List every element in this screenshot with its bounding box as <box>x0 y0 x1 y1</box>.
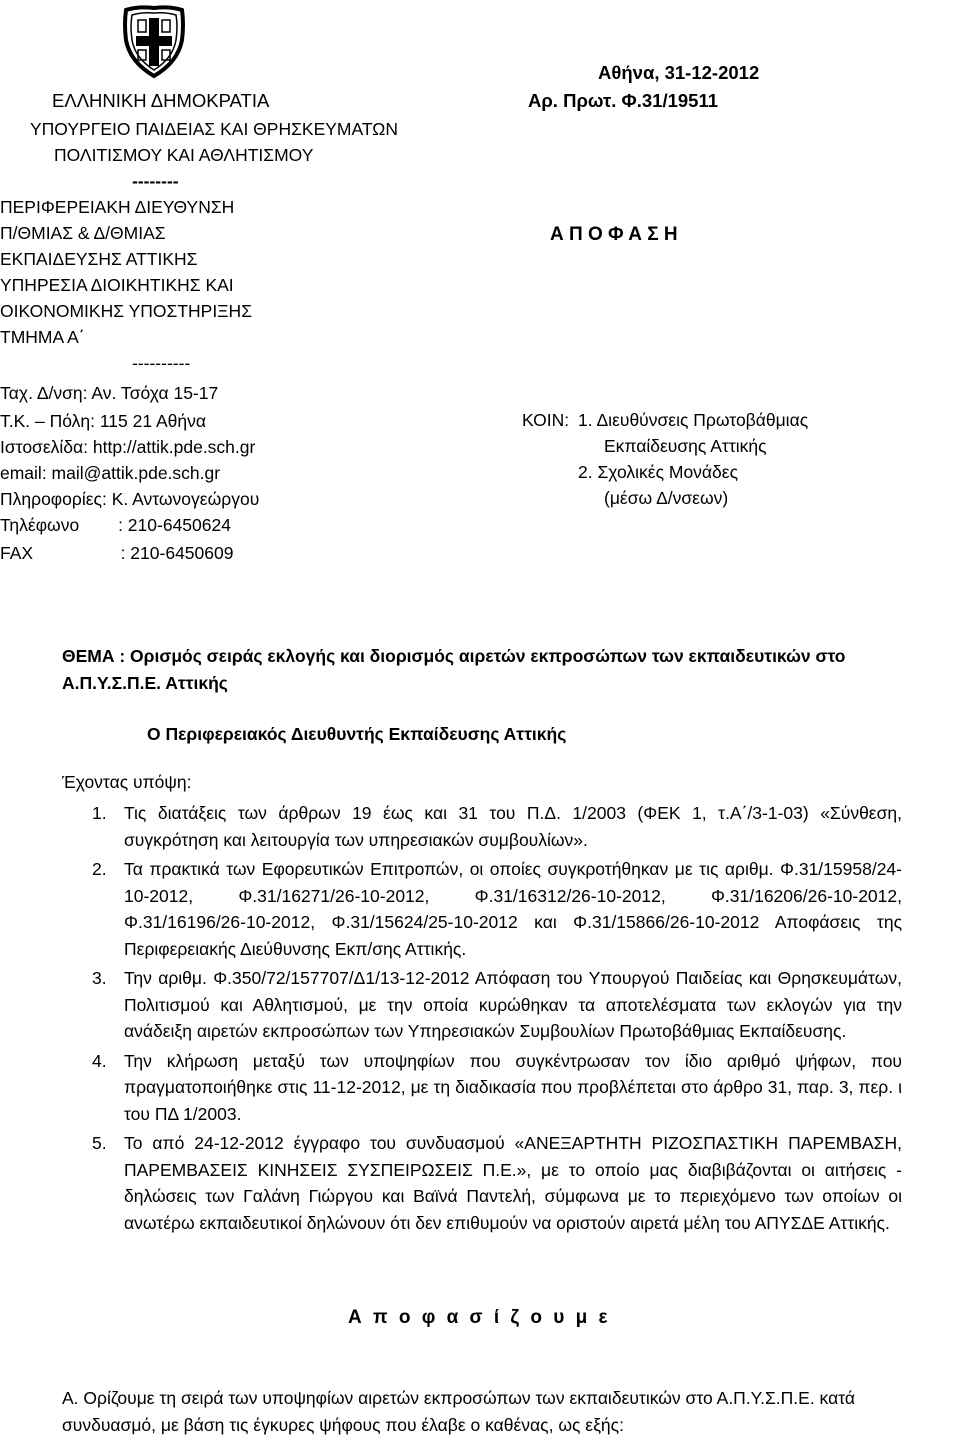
list-item <box>62 856 902 962</box>
list-item-text: Την κλήρωση μεταξύ των υποψηφίων που συγκέντρωσαν τον ίδιο αριθμό ψήφων, που πραγματοποιήθηκε στις 11-12-2012, με τη διαδικασία που προβλέπεται στο άρθρο 31, παρ. 3, περ. ι του ΠΔ 1/2003. <box>124 1050 902 1124</box>
decision-text: Α. Ορίζουμε τη σειρά των υποψηφίων αιρετών εκπροσώπων των εκπαιδευτικών στο Α.Π.Υ.Σ.Π.Ε. κατά συνδυασμό, με βάση τις έγκυρες ψήφους που έλαβε ο καθένας, ως εξής: <box>62 1388 855 1435</box>
fax: FAX : 210-6450609 <box>0 543 234 563</box>
country-name: ΕΛΛΗΝΙΚΗ ΔΗΜΟΚΡΑΤΙΑ <box>52 90 270 111</box>
list-item-text: Το από 24-12-2012 έγγραφο του συνδυασμού «ΑΝΕΞΑΡΤΗΤΗ ΡΙΖΟΣΠΑΣΤΙΚΗ ΠΑΡΕΜΒΑΣΗ, ΠΑΡΕΜΒΑΣΕΙΣ ΚΙΝΗΣΕΙΣ ΣΥΣΠΕΙΡΩΣΕΙΣ Π.Ε.», με το οποίο μας διαβιβάζονται οι αιτήσεις - δηλώσεις των Γαλάνη Γιώργου και Βαϊνά Παντελή, σύμφωνα με το περιεχόμενο των οποίων οι ανωτέρω εκπαιδευτικοί δηλώνουν ότι δεν επιθυμούν να οριστούν αιρετά μέλη του ΑΠΥΣΔΕ Αττικής. <box>124 1133 902 1233</box>
list-item <box>62 1130 902 1236</box>
postal-code-city: Τ.Κ. – Πόλη: 115 21 Αθήνα <box>0 411 206 431</box>
postal-address: Ταχ. Δ/νση: Αν. Τσόχα 15-17 <box>0 383 219 403</box>
list-item-number: 3. <box>92 968 107 988</box>
recipient-1: 1. Διευθύνσεις Πρωτοβάθμιας <box>578 410 809 430</box>
recipient-2: 2. Σχολικές Μονάδες <box>578 462 739 482</box>
list-item <box>62 965 902 1045</box>
recipient-2-cont: (μέσω Δ/νσεων) <box>604 488 729 508</box>
department-name: ΤΜΗΜΑ Α΄ <box>0 327 85 347</box>
list-item-number: 5. <box>92 1133 107 1153</box>
directorate-level: Π/ΘΜΙΑΣ & Δ/ΘΜΙΑΣ <box>0 223 166 243</box>
separator: -------- <box>132 171 179 191</box>
document-date: Αθήνα, 31-12-2012 <box>598 62 760 83</box>
website: Ιστοσελίδα: http://attik.pde.sch.gr <box>0 437 256 457</box>
issuer-title: Ο Περιφερειακός Διευθυντής Εκπαίδευσης Αττικής <box>147 724 567 744</box>
list-item-text: Τις διατάξεις των άρθρων 19 έως και 31 του Π.Δ. 1/2003 (ΦΕΚ 1, τ.Α΄/3-1-03) «Σύνθεση, συγκρότηση και λειτουργία των υπηρεσιακών συμβουλίων». <box>124 803 902 850</box>
directorate-name: ΠΕΡΙΦΕΡΕΙΑΚΗ ΔΙΕΥΘΥΝΣΗ <box>0 197 235 217</box>
considerations-list <box>62 800 902 1239</box>
considering-heading: Έχοντας υπόψη: <box>62 772 192 792</box>
koin-label: ΚΟΙΝ: <box>522 410 570 430</box>
list-item-number: 1. <box>92 803 107 823</box>
contact-person: Πληροφορίες: Κ. Αντωνογεώργου <box>0 489 260 509</box>
greek-coat-of-arms-icon <box>118 4 190 80</box>
decision-heading: Α π ο φ α σ ί ζ ο υ μ ε <box>348 1307 611 1328</box>
list-item-text: Την αριθμ. Φ.350/72/157707/Δ1/13-12-2012 Απόφαση του Υπουργού Παιδείας και Θρησκευμάτων, Πολιτισμού και Αθλητισμού, με την οποία κυρώθηκαν τα αποτελέσματα των εκλογών για την ανάδειξη αιρετών εκπροσώπων των Υπηρεσιακών Συμβουλίων Πρωτοβάθμιας Εκπαίδευσης. <box>124 968 902 1041</box>
directorate-region: ΕΚΠΑΙΔΕΥΣΗΣ ΑΤΤΙΚΗΣ <box>0 249 198 269</box>
list-item <box>62 800 902 853</box>
ministry-name: ΥΠΟΥΡΓΕΙΟ ΠΑΙΔΕΙΑΣ ΚΑΙ ΘΡΗΣΚΕΥΜΑΤΩΝ <box>30 119 398 139</box>
service-name-cont: ΟΙΚΟΝΟΜΙΚΗΣ ΥΠΟΣΤΗΡΙΞΗΣ <box>0 301 253 321</box>
document-type: Α Π Ο Φ Α Σ Η <box>550 224 678 245</box>
protocol-number: Αρ. Πρωτ. Φ.31/19511 <box>528 90 719 111</box>
list-item-number: 4. <box>92 1050 107 1071</box>
subject-line: ΘΕΜΑ : Ορισμός σειράς εκλογής και διορισμός αιρετών εκπροσώπων των εκπαιδευτικών στο Α.Π.Υ.Σ.Π.Ε. Αττικής <box>62 646 846 693</box>
separator-2: ---------- <box>132 353 191 373</box>
list-item-number: 2. <box>92 859 107 879</box>
list-item-text: Τα πρακτικά των Εφορευτικών Επιτροπών, οι οποίες συγκροτήθηκαν με τις αριθμ. Φ.31/15958/24-10-2012, Φ.31/16271/26-10-2012, Φ.31/16312/26-10-2012, Φ.31/16206/26-10-2012, Φ.31/16196/26-10-2012, Φ.31/15624/25-10-2012 και Φ.31/15866/26-10-2012 Αποφάσεις της Περιφερειακής Διεύθυνσης Εκπ/σης Αττικής. <box>124 859 902 959</box>
email: email: mail@attik.pde.sch.gr <box>0 463 221 483</box>
ministry-name-cont: ΠΟΛΙΤΙΣΜΟΥ ΚΑΙ ΑΘΛΗΤΙΣΜΟΥ <box>54 145 314 165</box>
recipient-1-cont: Εκπαίδευσης Αττικής <box>604 436 767 456</box>
phone: Τηλέφωνο : 210-6450624 <box>0 515 231 535</box>
service-name: ΥΠΗΡΕΣΙΑ ΔΙΟΙΚΗΤΙΚΗΣ ΚΑΙ <box>0 275 234 295</box>
list-item <box>62 1048 902 1128</box>
